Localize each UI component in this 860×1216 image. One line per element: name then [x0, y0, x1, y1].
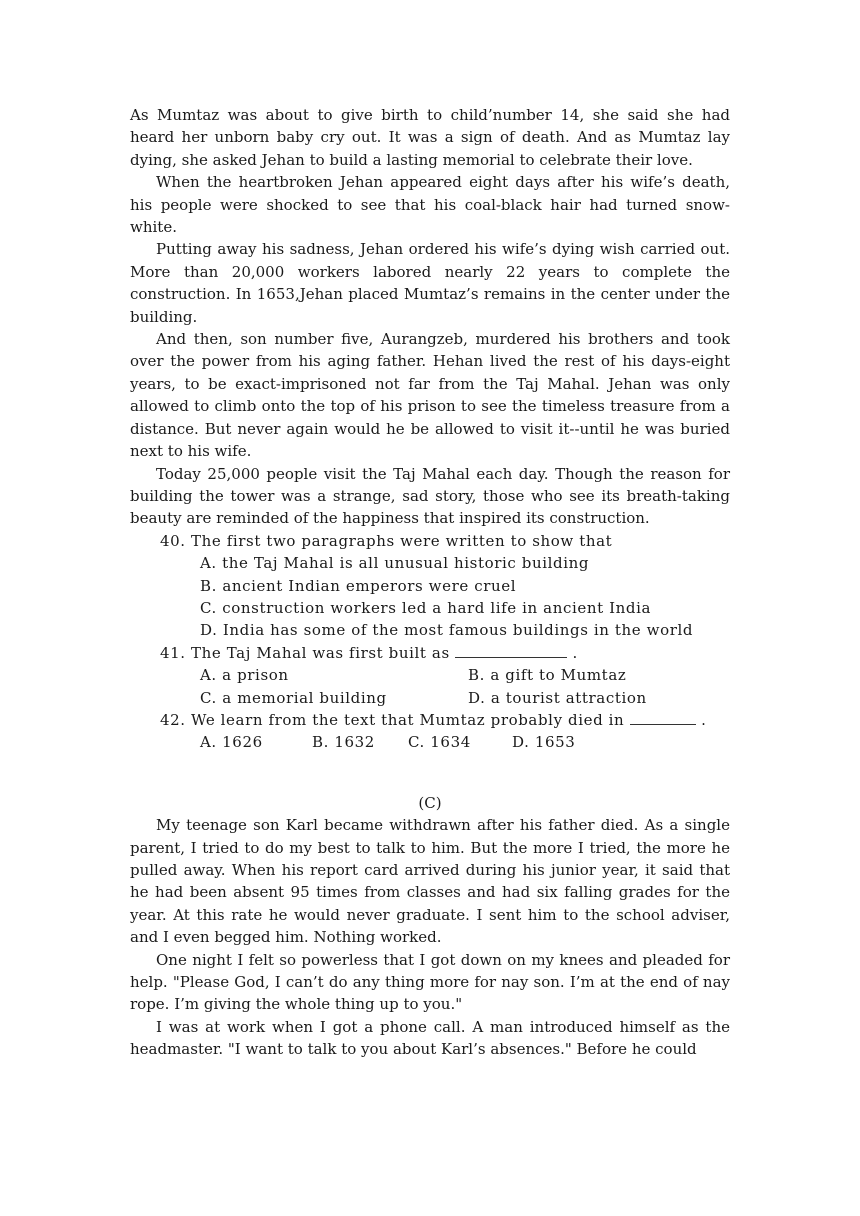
question-42-option-c: C. 1634 — [408, 733, 471, 752]
question-42-option-d: D. 1653 — [512, 733, 576, 752]
question-42-stem: 42. We learn from the text that Mumtaz probably died in — [160, 710, 625, 729]
question-40-options — [130, 552, 730, 642]
question-42 — [130, 709, 730, 731]
passage-b-paragraph-1: As Mumtaz was about to give birth to child’number 14, she said she had heard her unborn baby cry out. It was a sign of death. And as Mumtaz lay dying, she asked Jehan to build a lasting memorial to celebrate their love. — [130, 106, 730, 169]
question-40-option-d: D. India has some of the most famous buildings in the world — [200, 621, 694, 640]
question-40-option-a: A. the Taj Mahal is all unusual historic building — [200, 554, 590, 573]
passage-c-paragraph-1: My teenage son Karl became withdrawn after his father died. As a single parent, I tried to do my best to talk to him. But the more I tried, the more he pulled away. When his report card arrived during his junior year, it said that he had been absent 95 times from classes and had six falling grades for the year. At this rate he would never graduate. I sent him to the school adviser, and I even begged him. Nothing worked. — [130, 816, 730, 947]
question-40-stem: 40. The first two paragraphs were written to show that — [160, 531, 613, 550]
question-41-options-row-1 — [200, 664, 730, 686]
question-41-options-row-2 — [200, 687, 730, 709]
question-42-option-b: B. 1632 — [312, 733, 375, 752]
passage-c-paragraph-3: I was at work when I got a phone call. A man introduced himself as the headmaster. "I want to talk to you about Karl’s absences." Before he could — [130, 1017, 730, 1059]
question-41-option-c: C. a memorial building — [200, 688, 387, 707]
question-41-answer-blank — [455, 643, 567, 658]
passage-b-paragraph-2: When the heartbroken Jehan appeared eight days after his wife’s death, his people were shocked to see that his coal-black hair had turned snow-white. — [130, 173, 730, 237]
question-40-option-b: B. ancient Indian emperors were cruel — [200, 576, 517, 595]
question-41-option-b: B. a gift to Mumtaz — [468, 666, 627, 685]
question-41-end: . — [572, 643, 578, 662]
question-42-end: . — [701, 710, 707, 729]
question-40-option-c: C. construction workers led a hard life in ancient India — [200, 598, 652, 617]
question-41 — [130, 642, 730, 664]
passage-b-paragraph-3: Putting away his sadness, Jehan ordered his wife’s dying wish carried out. More than 20,000 workers labored nearly 22 years to complete the construction. In 1653,Jehan placed Mumtaz’s remains in the center under the building. — [130, 240, 730, 326]
question-42-option-a: A. 1626 — [200, 733, 263, 752]
section-label-c: (C) — [418, 793, 442, 812]
question-42-options-row — [200, 731, 730, 753]
document-page — [130, 104, 730, 1061]
passage-c-paragraph-2: One night I felt so powerless that I got down on my knees and pleaded for help. "Please God, I can’t do any thing more for nay son. I’m at the end of nay rope. I’m giving the whole thing up to you." — [130, 950, 730, 1014]
question-41-stem: 41. The Taj Mahal was first built as — [160, 643, 450, 662]
question-41-option-d: D. a tourist attraction — [468, 688, 647, 707]
passage-b-paragraph-4: And then, son number five, Aurangzeb, murdered his brothers and took over the power from his aging father. Hehan lived the rest of his days-eight years, to be exact-imprisoned not far from the Taj Mahal. Jehan was only allowed to climb onto the top of his prison to see the timeless treasure from a distance. But never again would he be allowed to visit it--until he was buried next to his wife. — [130, 330, 730, 461]
question-42-answer-blank — [630, 710, 696, 725]
question-41-option-a: A. a prison — [200, 666, 289, 685]
passage-b-paragraph-5: Today 25,000 people visit the Taj Mahal each day. Though the reason for building the tower was a strange, sad story, those who see its breath-taking beauty are reminded of the happiness that inspired its construction. — [130, 464, 730, 528]
question-42-options — [130, 731, 730, 753]
question-41-options — [130, 664, 730, 709]
